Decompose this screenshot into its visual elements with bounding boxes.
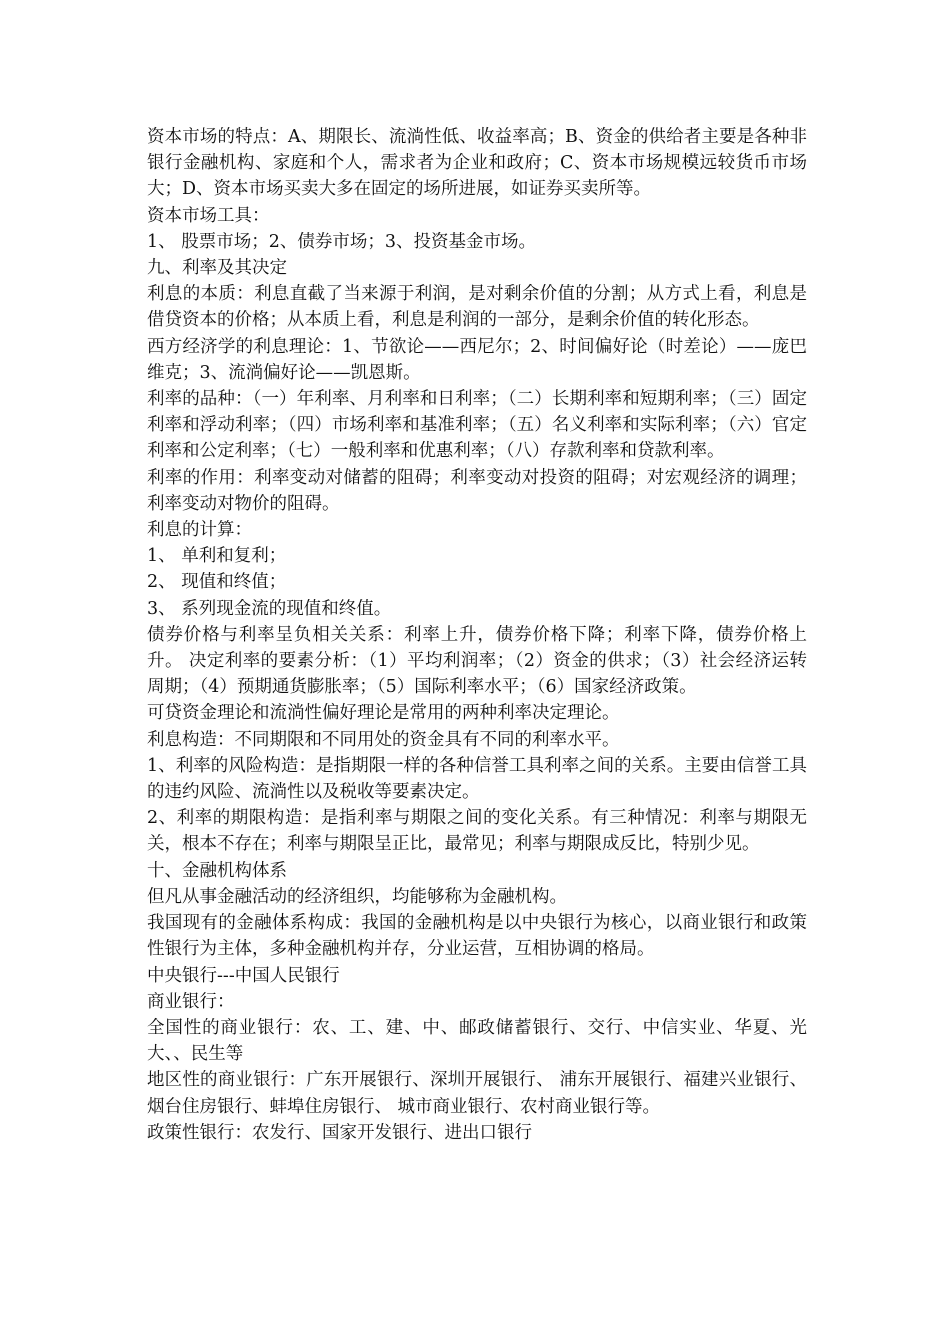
paragraph-regional-commercial-banks: 地区性的商业银行：广东开展银行、深圳开展银行、 浦东开展银行、福建兴业银行、烟台住房银行、蚌埠住房银行、 城市商业银行、农村商业银行等。 — [147, 1070, 807, 1117]
paragraph-interest-structure: 利息构造：不同期限和不同用处的资金具有不同的利率水平。 — [147, 729, 620, 750]
paragraph-interest-rate-types: 利率的品种：（一）年利率、月利率和日利率；（二）长期利率和短期利率；（三）固定利率和浮动利率；（四）市场利率和基准利率；（五）名义利率和实际利率；（六）官定利率和公定利率；（七）一般利率和优惠利率；（八）存款利率和贷款利率。 — [147, 389, 807, 462]
list-item-simple-compound: 1、 单利和复利； — [147, 546, 287, 567]
paragraph-term-structure: 2、利率的期限构造：是指利率与期限之间的变化关系。有三种情况：利率与期限无关，根本不存在；利率与期限呈正比，最常见；利率与期限成反比，特别少见。 — [147, 808, 807, 855]
paragraph-financial-system-composition: 我国现有的金融体系构成：我国的金融机构是以中央银行为核心，以商业银行和政策性银行为主体，多种金融机构并存，分业运营，互相协调的格局。 — [147, 913, 807, 960]
document-page — [147, 124, 807, 1146]
list-item-cash-flow-series: 3、 系列现金流的现值和终值。 — [147, 598, 392, 619]
paragraph-interest-rate-effects: 利率的作用：利率变动对储蓄的阻碍；利率变动对投资的阻碍；对宏观经济的调理；利率变动对物价的阻碍。 — [147, 467, 807, 514]
paragraph-policy-banks: 政策性银行：农发行、国家开发银行、进出口银行 — [147, 1122, 532, 1143]
paragraph-commercial-banks-heading: 商业银行： — [147, 991, 235, 1012]
paragraph-nature-of-interest: 利息的本质：利息直截了当来源于利润，是对剩余价值的分割；从方式上看，利息是借贷资本的价格；从本质上看，利息是利润的一部分，是剩余价值的转化形态。 — [147, 284, 807, 331]
paragraph-financial-institution-definition: 但凡从事金融活动的经济组织，均能够称为金融机构。 — [147, 886, 567, 907]
paragraph-interest-calculation-heading: 利息的计算： — [147, 520, 252, 541]
section-heading-financial-institutions: 十、金融机构体系 — [147, 860, 287, 881]
paragraph-western-interest-theory: 西方经济学的利息理论：1、节欲论——西尼尔；2、时间偏好论（时差论）——庞巴维克；3、流淌偏好论——凯恩斯。 — [147, 336, 807, 383]
paragraph-capital-market-features: 资本市场的特点：A、期限长、流淌性低、收益率高；B、资金的供给者主要是各种非银行金融机构、家庭和个人，需求者为企业和政府；C、资本市场规模远较货币市场大；D、资本市场买卖大多在固定的场所进展，如证券买卖所等。 — [147, 127, 807, 200]
paragraph-capital-market-tools-heading: 资本市场工具： — [147, 205, 270, 226]
paragraph-bond-price-relationship: 债券价格与利率呈负相关关系：利率上升，债券价格下降；利率下降，债券价格上升。 决定利率的要素分析：（1）平均利润率；（2）资金的供求；（3）社会经济运转周期；（4）预期通货膨胀率；（5）国际利率水平；（6）国家经济政策。 — [147, 624, 807, 698]
paragraph-risk-structure: 1、利率的风险构造：是指期限一样的各种信誉工具利率之间的关系。主要由信誉工具的违约风险、流淌性以及税收等要素决定。 — [147, 755, 807, 803]
paragraph-national-commercial-banks: 全国性的商业银行：农、工、建、中、邮政储蓄银行、交行、中信实业、华夏、光大、、民生等 — [147, 1017, 807, 1065]
paragraph-central-bank: 中央银行---中国人民银行 — [147, 965, 340, 986]
paragraph-rate-determination-theories: 可贷资金理论和流淌性偏好理论是常用的两种利率决定理论。 — [147, 703, 620, 724]
paragraph-capital-market-tools-list: 1、 股票市场；2、债券市场；3、投资基金市场。 — [147, 231, 536, 252]
section-heading-interest-rates: 九、利率及其决定 — [147, 258, 287, 279]
list-item-present-future-value: 2、 现值和终值； — [147, 572, 287, 593]
